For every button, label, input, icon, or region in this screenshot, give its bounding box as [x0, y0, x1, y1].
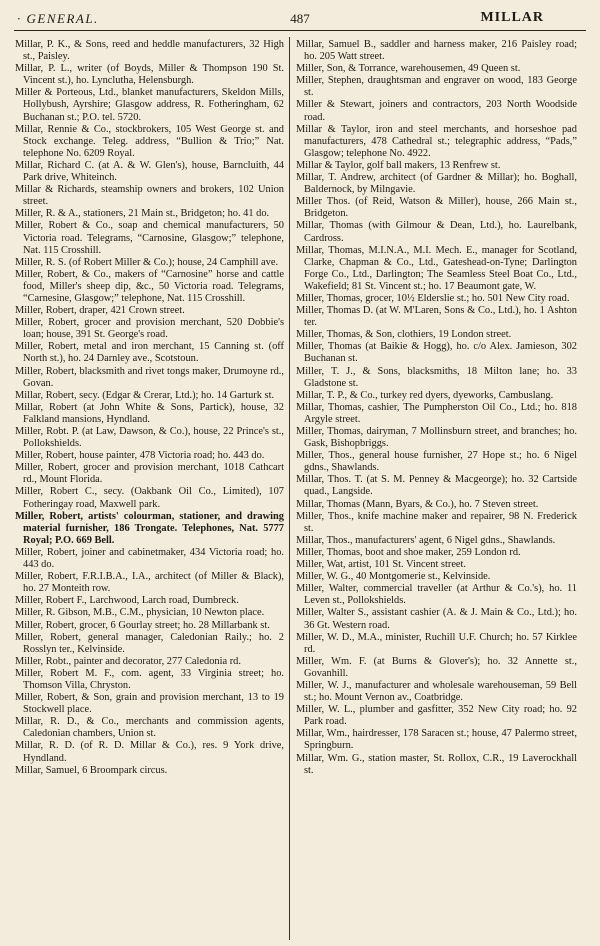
directory-entry: Millar, Thos. T. (at S. M. Penney & Macgeorge); ho. 32 Cartside quad., Langside.: [296, 474, 577, 498]
directory-entry: Miller, Robert, grocer and provision merchant, 1018 Cathcart rd., Mount Florida.: [15, 462, 284, 486]
directory-entry: Millar, P. L., writer (of Boyds, Miller & Thompson 190 St. Vincent st.), ho. Lynclutha, Helensburgh.: [15, 63, 284, 87]
right-column: [296, 39, 577, 939]
directory-entry: Miller, Robert, metal and iron merchant, 15 Canning st. (off North st.), ho. 24 Darnley ave., Scotstoun.: [15, 341, 284, 365]
directory-entry: Miller, Robert, draper, 421 Crown street.: [15, 305, 185, 317]
directory-entry: Miller, Robert F., Larchwood, Larch road, Dumbreck.: [15, 595, 239, 607]
directory-entry: Millar, Thomas (Mann, Byars, & Co.), ho. 7 Steven street.: [296, 498, 539, 510]
directory-entry: Miller, Robert, blacksmith and rivet tongs maker, Drumoyne rd., Govan.: [15, 365, 284, 389]
directory-entry: Miller, Robert, grocer and provision merchant, 520 Dobbie's loan; house, 391 St. George's road.: [15, 317, 284, 341]
directory-entry: Miller, Thomas (at Baikie & Hogg), ho. c/o Alex. Jamieson, 302 Buchanan st.: [296, 341, 577, 365]
directory-entry: Millar, Samuel, 6 Broompark circus.: [15, 764, 168, 776]
directory-entry: Miller, R. & A., stationers, 21 Main st., Bridgeton; ho. 41 do.: [15, 208, 270, 220]
directory-entry: Millar & Taylor, golf ball makers, 13 Renfrew st.: [296, 159, 501, 171]
directory-entry: Miller, Stephen, draughtsman and engraver on wood, 183 George st.: [296, 75, 577, 99]
directory-entry: Miller, Thomas, & Son, clothiers, 19 London street.: [296, 329, 512, 341]
directory-entry: Miller, Wm. F. (at Burns & Glover's); ho. 32 Annette st., Govanhill.: [296, 655, 577, 679]
directory-entry: Millar, R. D., & Co., merchants and commission agents, Caledonian chambers, Union st.: [15, 716, 284, 740]
directory-entry: Miller, Robert, & Son, grain and provision merchant, 13 to 19 Stockwell place.: [15, 692, 284, 716]
directory-entry: Miller, R. Gibson, M.B., C.M., physician, 10 Newton place.: [15, 607, 265, 619]
left-column: [15, 39, 284, 939]
directory-entry: Miller, Robert, F.R.I.B.A., I.A., architect (of Miller & Black), ho. 27 Monteith row.: [15, 571, 284, 595]
directory-entry: Miller, Son, & Torrance, warehousemen, 49 Queen st.: [296, 63, 521, 75]
directory-entry: Millar, R. D. (of R. D. Millar & Co.), res. 9 York drive, Hyndland.: [15, 740, 284, 764]
directory-entry: Millar, Richard C. (at A. & W. Glen's), house, Barncluith, 44 Park drive, Whiteinch.: [15, 159, 284, 184]
directory-entry: Miller, Robt., painter and decorator, 277 Caledonia rd.: [15, 655, 241, 667]
directory-entry: Miller Thos. (of Reid, Watson & Miller), house, 266 Main st., Bridgeton.: [296, 196, 577, 220]
directory-entry: Miller, W. G., 40 Montgomerie st., Kelvinside.: [296, 571, 491, 583]
directory-entry: Miller, Robert M. F., com. agent, 33 Virginia street; ho. Thomson Villa, Chryston.: [15, 667, 284, 691]
directory-entry: Miller, Walter, commercial traveller (at Arthur & Co.'s), ho. 11 Leven st., Pollokshields.: [296, 583, 577, 607]
page-number: 487: [290, 11, 310, 26]
directory-entry: Miller, Robert, artists' colourman, stationer, and drawing material furnisher, 186 Trongate. Telephones, Nat. 5777 Royal; P.O. 669 Bell.: [15, 510, 284, 546]
directory-entry: Miller, Robert, joiner and cabinetmaker, 434 Victoria road; ho. 443 do.: [15, 546, 284, 571]
directory-entry: Miller, T. J., & Sons, blacksmiths, 18 Milton lane; ho. 33 Gladstone st.: [296, 365, 577, 389]
directory-entry: Miller, Thomas, boot and shoe maker, 259 London rd.: [296, 546, 521, 558]
directory-entry: Miller, W. J., manufacturer and wholesale warehouseman, 59 Bell st.; ho. Mount Vernon av., Coatbridge.: [296, 679, 577, 704]
directory-entry: Miller, Robert, general manager, Caledonian Raily.; ho. 2 Rosslyn ter., Kelvinside.: [15, 631, 284, 655]
directory-entry: Millar, Robert (at John White & Sons, Partick), house, 32 Falkland mansions, Hyndland.: [15, 401, 284, 425]
directory-entry: Miller, R. S. (of Robert Miller & Co.); house, 24 Camphill ave.: [15, 256, 279, 268]
directory-entry: Miller, Robert, house painter, 478 Victoria road; ho. 443 do.: [15, 450, 265, 462]
directory-entry: Millar, P. K., & Sons, reed and heddle manufacturers, 32 High st., Paisley.: [15, 39, 284, 63]
directory-entry: Millar, Wm., hairdresser, 178 Saracen st.; house, 47 Palermo street, Springburn.: [296, 728, 577, 752]
directory-entry: Millar & Richards, steamship owners and brokers, 102 Union street.: [15, 184, 284, 208]
page-header: [0, 0, 600, 30]
directory-entry: Miller, Thomas, grocer, 10½ Elderslie st.; ho. 501 New City road.: [296, 292, 570, 304]
directory-entry: Miller, Wat, artist, 101 St. Vincent street.: [296, 559, 467, 571]
directory-entry: Millar, T. Andrew, architect (of Gardner & Millar); ho. Boghall, Baldernock, by Milngavie.: [296, 172, 577, 196]
directory-entry: Miller, Robert, & Co., makers of “Carnosine” horse and cattle food, Miller's sheep dip, &c., 50 Victoria road. Telegrams, “Carnesine, Glasgow;” telephone, Nat. 115 Crosshill.: [15, 268, 284, 304]
directory-entry: Millar, Wm. G., station master, St. Rollox, C.R., 19 Laverockhall st.: [296, 752, 577, 776]
directory-entry: Miller, Robt. P. (at Law, Dawson, & Co.), house, 22 Prince's st., Pollokshields.: [15, 426, 284, 450]
directory-entry: Millar, Thomas, M.I.N.A., M.I. Mech. E., manager for Scotland, Clarke, Chapman & Co., Ltd., Gateshead-on-Tyne; Darlington Forge Co., Ltd., Darlington; The Seamless Steel Boat Co., Ltd., Wakefield; 81 St. Vincent st.; ho. 17 Beaumont gate, W.: [296, 244, 577, 292]
directory-entry: Miller, W. L., plumber and gasfitter, 352 New City road; ho. 92 Park road.: [296, 704, 577, 728]
directory-entry: Miller, Thomas, dairyman, 7 Mollinsburn street, and branches; ho. Gask, Bishopbriggs.: [296, 426, 577, 450]
directory-entry: Millar, Thomas, cashier, The Pumpherston Oil Co., Ltd.; ho. 818 Argyle street.: [296, 401, 577, 425]
header-rule: [14, 30, 586, 31]
column-divider: [289, 37, 290, 940]
directory-entry: Millar, Samuel B., saddler and harness maker, 216 Paisley road; ho. 205 Watt street.: [296, 39, 577, 63]
directory-entry: Millar, Robert, secy. (Edgar & Crerar, Ltd.); ho. 14 Garturk st.: [15, 389, 275, 401]
directory-entry: Miller, Robert & Co., soap and chemical manufacturers, 50 Victoria road. Telegrams, “Carnosine, Glasgow;” telephone, Nat. 115 Crosshill.: [15, 220, 284, 256]
directory-entry: Miller, Thos., knife machine maker and repairer, 98 N. Frederick st.: [296, 510, 577, 534]
directory-entry: Miller, Thomas D. (at W. M'Laren, Sons & Co., Ltd.), ho. 1 Ashton ter.: [296, 305, 577, 329]
directory-entry: Millar, Thomas (with Gilmour & Dean, Ltd.), ho. Laurelbank, Cardross.: [296, 220, 577, 244]
section-title: · GENERAL.: [17, 11, 99, 26]
directory-entry: Miller & Stewart, joiners and contractors, 203 North Woodside road.: [296, 99, 577, 123]
directory-entry: Millar, T. P., & Co., turkey red dyers, dyeworks, Cambuslang.: [296, 389, 554, 401]
directory-entry: Miller, Walter S., assistant cashier (A. & J. Main & Co., Ltd.); ho. 36 Gt. Western road.: [296, 607, 577, 631]
directory-entry: Miller, Robert C., secy. (Oakbank Oil Co., Limited), 107 Fotheringay road, Maxwell park.: [15, 486, 284, 510]
directory-entry: Millar, Thos., manufacturers' agent, 6 Nigel gdns., Shawlands.: [296, 534, 556, 546]
directory-entry: Miller & Porteous, Ltd., blanket manufacturers, Skeldon Mills, Hollybush, Ayrshire; Glasgow address, R. Fotheringham, 62 Buchanan st.; P.O. tel. 5720.: [15, 87, 284, 123]
directory-entry: Miller, Thos., general house furnisher, 27 Hope st.; ho. 6 Nigel gdns., Shawlands.: [296, 450, 577, 474]
directory-entry: Millar & Taylor, iron and steel merchants, and horseshoe pad manufacturers, 478 Cathedral st.; telegraphic address, “Pads,” Glasgow; telephone No. 4922.: [296, 123, 577, 159]
directory-entry: Millar, Rennie & Co., stockbrokers, 105 West George st. and Stock exchange. Teleg. address, “Bullion & Trio;” Nat. telephone No. 6209 Royal.: [15, 123, 284, 159]
directory-entry: Miller, W. D., M.A., minister, Ruchill U.F. Church; ho. 57 Kirklee rd.: [296, 631, 577, 655]
running-head: MILLAR: [480, 10, 544, 25]
directory-entry: Miller, Robert, grocer, 6 Gourlay street; ho. 28 Millarbank st.: [15, 619, 270, 631]
